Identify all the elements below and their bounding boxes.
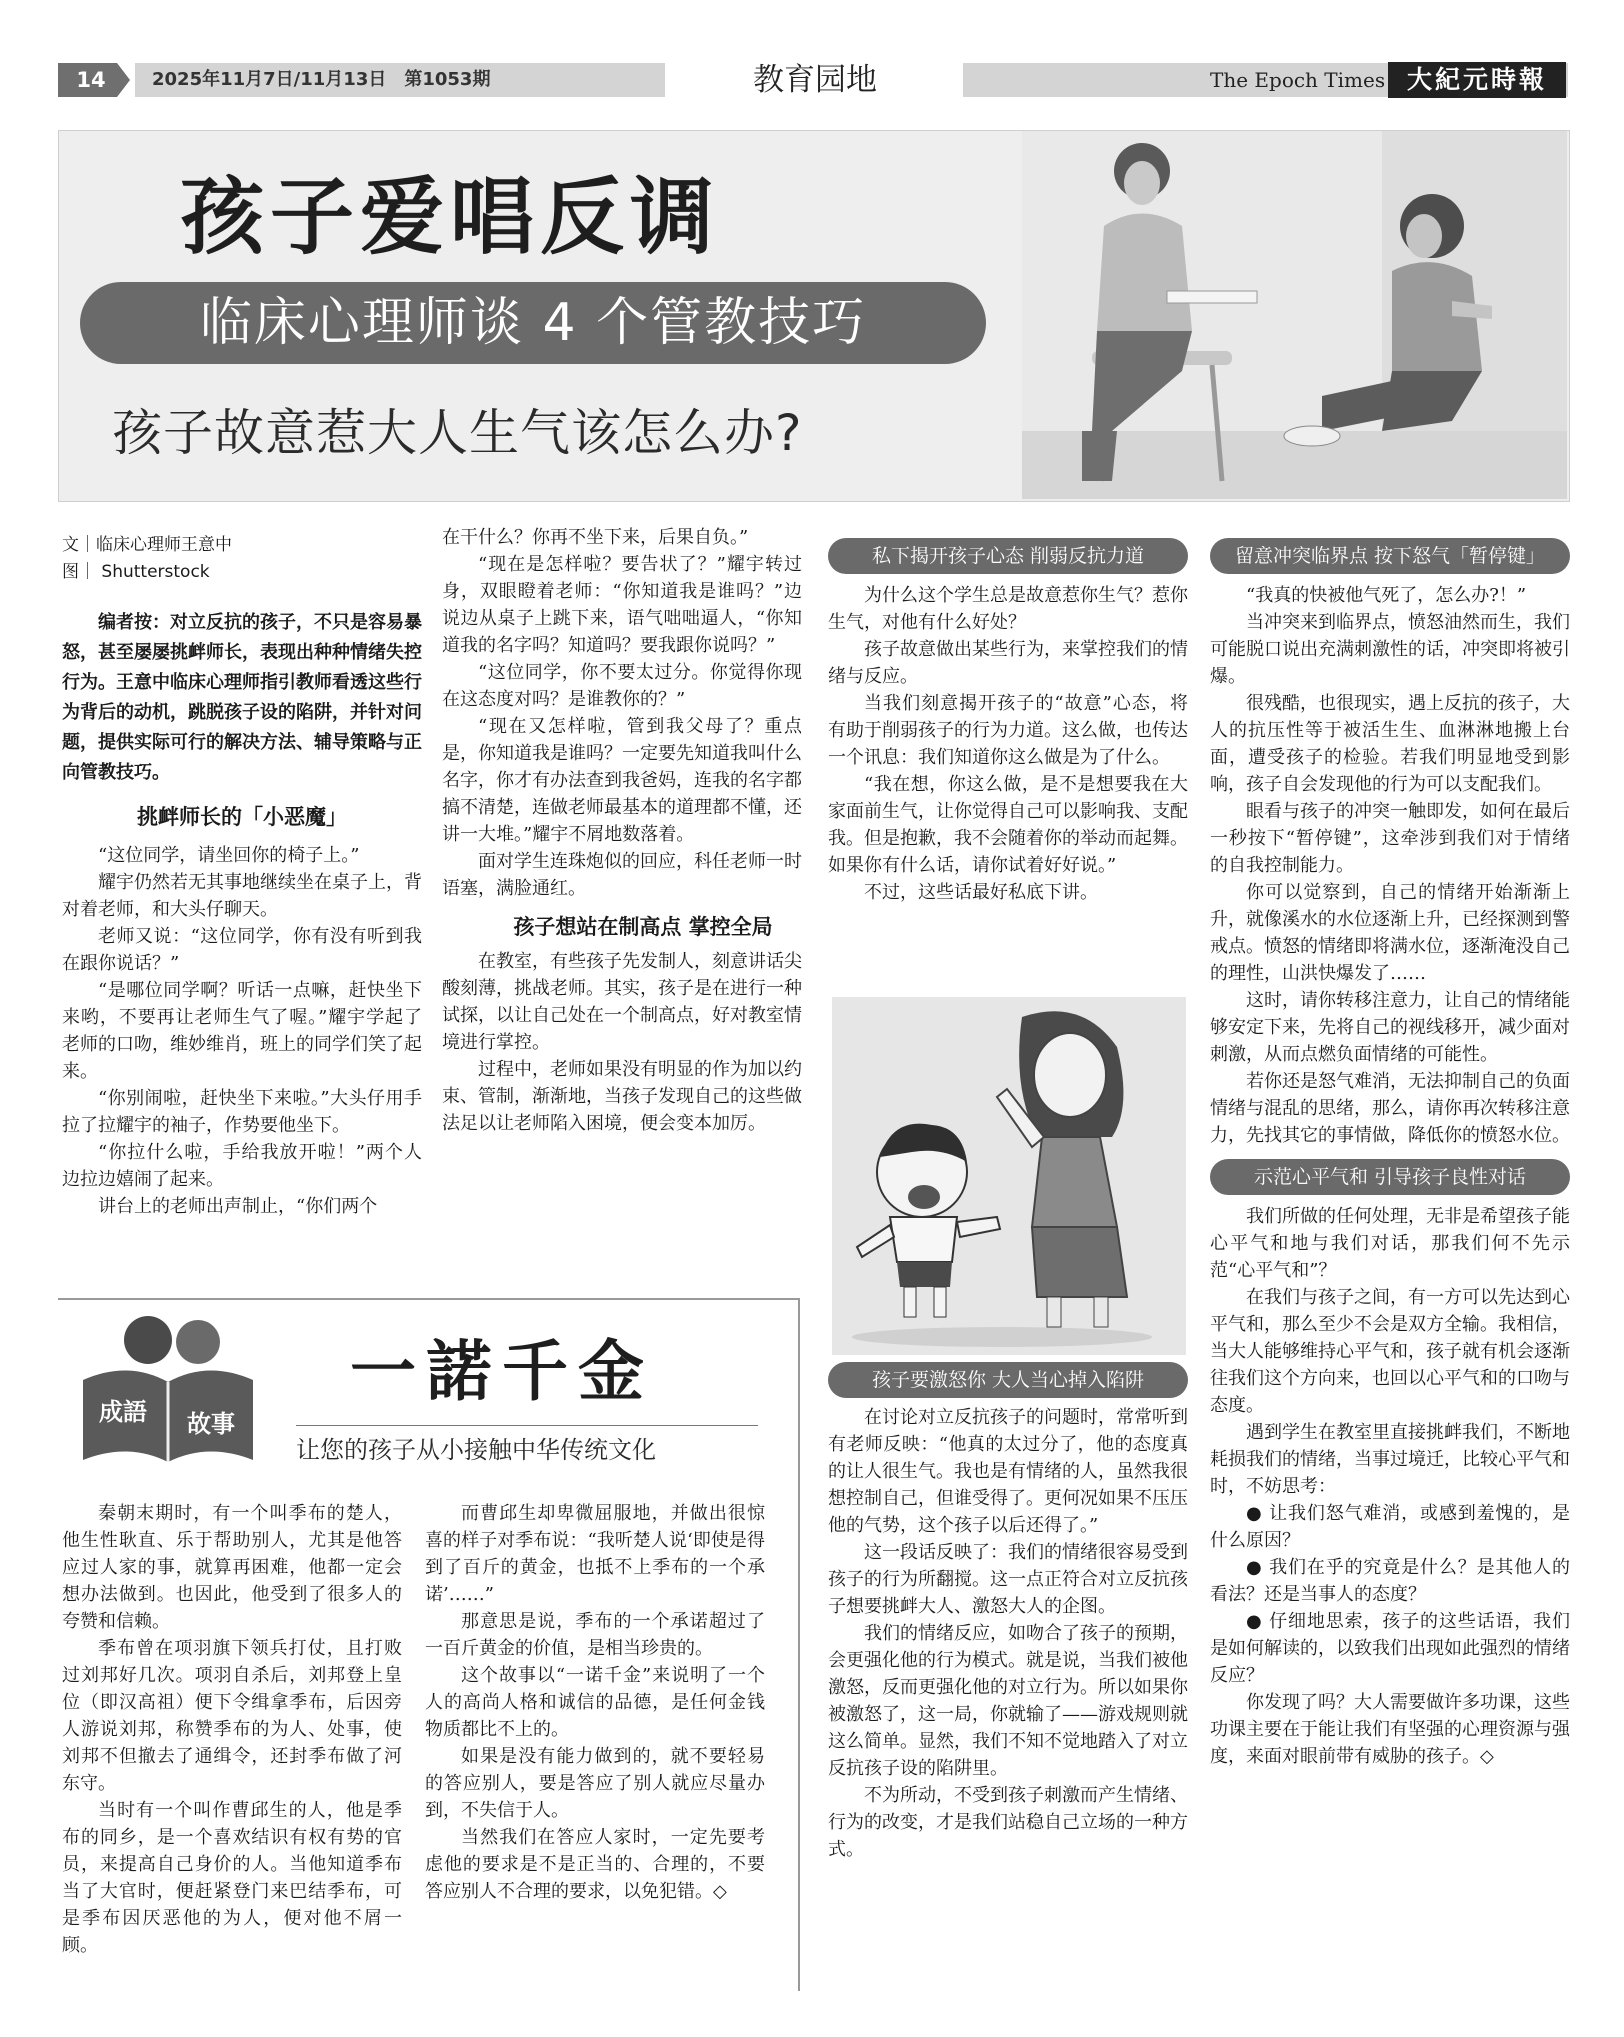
section-heading: 孩子想站在制高点 掌控全局 (513, 915, 773, 939)
paper-logo: 大紀元時報 (1388, 62, 1566, 98)
article-column-2 (442, 524, 802, 1137)
article-column-3 (828, 538, 1188, 906)
headline: 孩子爱唱反调 (180, 168, 721, 266)
section-heading-pill: 孩子要激怒你 大人当心掉入陷阱 (828, 1362, 1188, 1398)
article-column-4 (1210, 538, 1570, 1770)
paragraph: 秦朝末期时，有一个叫季布的楚人，他生性耿直、乐于帮助别人，尤其是他答应过人家的事，就算再困难，他都一定会想办法做到。也因此，他受到了很多人的夸赞和信赖。 (62, 1503, 402, 1632)
hero-photo (1022, 131, 1567, 499)
paragraph: 很残酷，也很现实，遇上反抗的孩子，大人的抗压性等于被活生生、血淋淋地搬上台面，遭受孩子的检验。若我们明显地受到影响，孩子自会发现他的行为可以支配我们。 (1210, 693, 1570, 795)
paper-name-en: The Epoch Times (1210, 68, 1386, 92)
paragraph: 你发现了吗？大人需要做许多功课，这些功课主要在于能让我们有坚强的心理资源与强度，来面对眼前带有威胁的孩子。◇ (1210, 1692, 1570, 1767)
subtitle: 临床心理师谈 4 个管教技巧 (199, 293, 867, 353)
author-credit: 文｜临床心理师王意中 (62, 535, 232, 555)
idiom-divider (296, 1425, 758, 1426)
paragraph: “这位同学，请坐回你的椅子上。” (98, 845, 360, 866)
editor-note: 编者按：对立反抗的孩子，不只是容易暴怒，甚至屡屡挑衅师长，表现出种种情绪失控行为。王意中临床心理师指引教师看透这些行为背后的动机，跳脱孩子设的陷阱，并针对问题，提供实际可行的解决方法、辅导策略与正向管教技巧。 (62, 612, 422, 783)
section-heading-pill: 留意冲突临界点 按下怒气「暂停键」 (1210, 538, 1570, 574)
paragraph: 眼看与孩子的冲突一触即发，如何在最后一秒按下“暂停键”，这牵涉到我们对于情绪的自我控制能力。 (1210, 801, 1570, 876)
illustration-angry-child (832, 997, 1186, 1355)
paragraph: 面对学生连珠炮似的回应，科任老师一时语塞，满脸通红。 (442, 851, 802, 899)
headline-question: 孩子故意惹大人生气该怎么办? (112, 404, 803, 462)
idiom-logo-text-1: 成語 (99, 1398, 147, 1426)
idiom-logo-text-2: 故事 (187, 1410, 235, 1438)
section-heading: 挑衅师长的「小恶魔」 (137, 805, 347, 829)
paragraph: “我真的快被他气死了，怎么办?！” (1246, 585, 1527, 606)
idiom-subtitle: 让您的孩子从小接触中华传统文化 (296, 1436, 656, 1464)
paragraph: 若你还是怒气难消，无法抑制自己的负面情绪与混乱的思绪，那么，请你再次转移注意力，先找其它的事情做，降低你的愤怒水位。 (1210, 1071, 1570, 1146)
paragraph: 过程中，老师如果没有明显的作为加以约束、管制，渐渐地，当孩子发现自己的这些做法足以让老师陷入困境，便会变本加厉。 (442, 1059, 802, 1134)
paragraph: “我在想，你这么做，是不是想要我在大家面前生气，让你觉得自己可以影响我、支配我。但是抱歉，我不会随着你的举动而起舞。如果你有什么话，请你试着好好说。” (828, 774, 1188, 876)
paragraph: 这个故事以“一诺千金”来说明了一个人的高尚人格和诚信的品德，是任何金钱物质都比不上的。 (425, 1665, 765, 1740)
paragraph: 季布曾在项羽旗下领兵打仗，且打败过刘邦好几次。项羽自杀后，刘邦登上皇位（即汉高祖）便下令缉拿季布，后因旁人游说刘邦，称赞季布的为人、处事，使刘邦不但撤去了通缉令，还封季布做了河东守。 (62, 1638, 402, 1794)
bullet-item: ● 我们在乎的究竟是什么？是其他人的看法？还是当事人的态度？ (1210, 1557, 1570, 1605)
paragraph: 遇到学生在教室里直接挑衅我们，不断地耗损我们的情绪，当事过境迁，比较心平气和时，不妨思考： (1210, 1422, 1570, 1497)
paragraph: 老师又说：“这位同学，你有没有听到我在跟你说话？” (62, 926, 422, 974)
paragraph: 而曹邱生却卑微屈服地，并做出很惊喜的样子对季布说：“我听楚人说‘即使是得到了百斤的黄金，也抵不上季布的一个承诺’……” (425, 1503, 765, 1605)
paragraph: 我们的情绪反应，如吻合了孩子的预期，会更强化他的行为模式。就是说，当我们被他激怒，反而更强化他的对立行为。所以如果你被激怒了，这一局，你就输了——游戏规则就这么简单。显然，我们不知不觉地踏入了对立反抗孩子设的陷阱里。 (828, 1623, 1188, 1779)
paragraph: 不过，这些话最好私底下讲。 (864, 882, 1098, 903)
section-title: 教育园地 (753, 62, 877, 98)
paragraph: 不为所动，不受到孩子刺激而产生情绪、行为的改变，才是我们站稳自己立场的一种方式。 (828, 1785, 1188, 1860)
paragraph: 当我们刻意揭开孩子的“故意”心态，将有助于削弱孩子的行为力道。这么做，也传达一个讯息：我们知道你这么做是为了什么。 (828, 693, 1188, 768)
idiom-column-2 (425, 1500, 765, 1905)
paragraph: 当时有一个叫作曹邱生的人，他是季布的同乡，是一个喜欢结识有权有势的官员，来提高自己身价的人。当他知道季布当了大官时，便赶紧登门来巴结季布，可是季布因厌恶他的为人，便对他不屑一顾。 (62, 1800, 402, 1956)
paragraph: 耀宇仍然若无其事地继续坐在桌子上，背对着老师，和大头仔聊天。 (62, 872, 422, 920)
paragraph: 讲台上的老师出声制止，“你们两个 (98, 1196, 378, 1217)
section-heading-pill: 私下揭开孩子心态 削弱反抗力道 (828, 538, 1188, 574)
idiom-column-1 (62, 1500, 402, 1959)
bullet-item: ● 让我们怒气难消，或感到羞愧的，是什么原因？ (1210, 1503, 1570, 1551)
paragraph: 当然我们在答应人家时，一定先要考虑他的要求是不是正当的、合理的，不要答应别人不合理的要求，以免犯错。◇ (425, 1827, 765, 1902)
section-heading-pill: 示范心平气和 引导孩子良性对话 (1210, 1159, 1570, 1195)
paragraph: 在干什么？你再不坐下来，后果自负。” (442, 527, 749, 548)
idiom-box-border-top (58, 1298, 800, 1300)
article-column-1 (62, 532, 422, 1220)
paragraph: 当冲突来到临界点，愤怒油然而生，我们可能脱口说出充满刺激性的话，冲突即将被引爆。 (1210, 612, 1570, 687)
paragraph: 那意思是说，季布的一个承诺超过了一百斤黄金的价值，是相当珍贵的。 (425, 1611, 765, 1659)
paragraph: 这时，请你转移注意力，让自己的情绪能够安定下来，先将自己的视线移开，减少面对刺激，从而点燃负面情绪的可能性。 (1210, 990, 1570, 1065)
idiom-title: 一諾千金 (350, 1332, 654, 1410)
paragraph: 在讨论对立反抗孩子的问题时，常常听到有老师反映：“他真的太过分了，他的态度真的让人很生气。我也是有情绪的人，虽然我很想控制自己，但谁受得了。更何况如果不压压他的气势，这个孩子以后还得了。” (828, 1407, 1188, 1536)
paragraph: 我们所做的任何处理，无非是希望孩子能心平气和地与我们对话，那我们何不先示范“心平气和”？ (1210, 1206, 1570, 1281)
paragraph: “你别闹啦，赶快坐下来啦。”大头仔用手拉了拉耀宇的袖子，作势要他坐下。 (62, 1088, 422, 1136)
issue-date: 2025年11月7日/11月13日 第1053期 (152, 69, 491, 90)
photo-credit: 图｜ Shutterstock (62, 562, 210, 582)
paragraph: “现在是怎样啦？要告状了？”耀宇转过身，双眼瞪着老师：“你知道我是谁吗？”边说边从桌子上跳下来，语气咄咄逼人，“你知道我的名字吗？知道吗？要我跟你说吗？” (442, 554, 802, 656)
paragraph: 这一段话反映了：我们的情绪很容易受到孩子的行为所翻搅。这一点正符合对立反抗孩子想要挑衅大人、激怒大人的企图。 (828, 1542, 1188, 1617)
idiom-box-border-right (798, 1298, 800, 1991)
paragraph: 在我们与孩子之间，有一方可以先达到心平气和，那么至少不会是双方全输。我相信，当大人能够维持心平气和，孩子就有机会逐渐往我们这个方向来，也回以心平气和的口吻与态度。 (1210, 1287, 1570, 1416)
paragraph: 为什么这个学生总是故意惹你生气？惹你生气，对他有什么好处？ (828, 585, 1188, 633)
paragraph: “现在又怎样啦，管到我父母了？重点是，你知道我是谁吗？一定要先知道我叫什么名字，你才有办法查到我爸妈，连我的名字都搞不清楚，连做老师最基本的道理都不懂，还讲一大堆。”耀宇不屑地数落着。 (442, 716, 802, 845)
paragraph: “是哪位同学啊？听话一点嘛，赶快坐下来哟，不要再让老师生气了喔。”耀宇学起了老师的口吻，维妙维肖，班上的同学们笑了起来。 (62, 980, 422, 1082)
paragraph: 你可以觉察到，自己的情绪开始渐渐上升，就像溪水的水位逐渐上升，已经探测到警戒点。愤怒的情绪即将满水位，逐渐淹没自己的理性，山洪快爆发了…… (1210, 882, 1570, 984)
bullet-item: ● 仔细地思索，孩子的这些话语，我们是如何解读的，以致我们出现如此强烈的情绪反应？ (1210, 1611, 1570, 1686)
paragraph: “这位同学，你不要太过分。你觉得你现在这态度对吗？是谁教你的？” (442, 662, 802, 710)
page-number: 14 (76, 68, 106, 92)
paragraph: 孩子故意做出某些行为，来掌控我们的情绪与反应。 (828, 639, 1188, 687)
paragraph: 如果是没有能力做到的，就不要轻易的答应别人，要是答应了别人就应尽量办到，不失信于人。 (425, 1746, 765, 1821)
article-column-3b (828, 1362, 1188, 1863)
idiom-story-logo (68, 1310, 268, 1470)
paragraph: “你拉什么啦，手给我放开啦！”两个人边拉边嬉闹了起来。 (62, 1142, 422, 1190)
paragraph: 在教室，有些孩子先发制人，刻意讲话尖酸刻薄，挑战老师。其实，孩子是在进行一种试探，以让自己处在一个制高点，好对教室情境进行掌控。 (442, 951, 802, 1053)
